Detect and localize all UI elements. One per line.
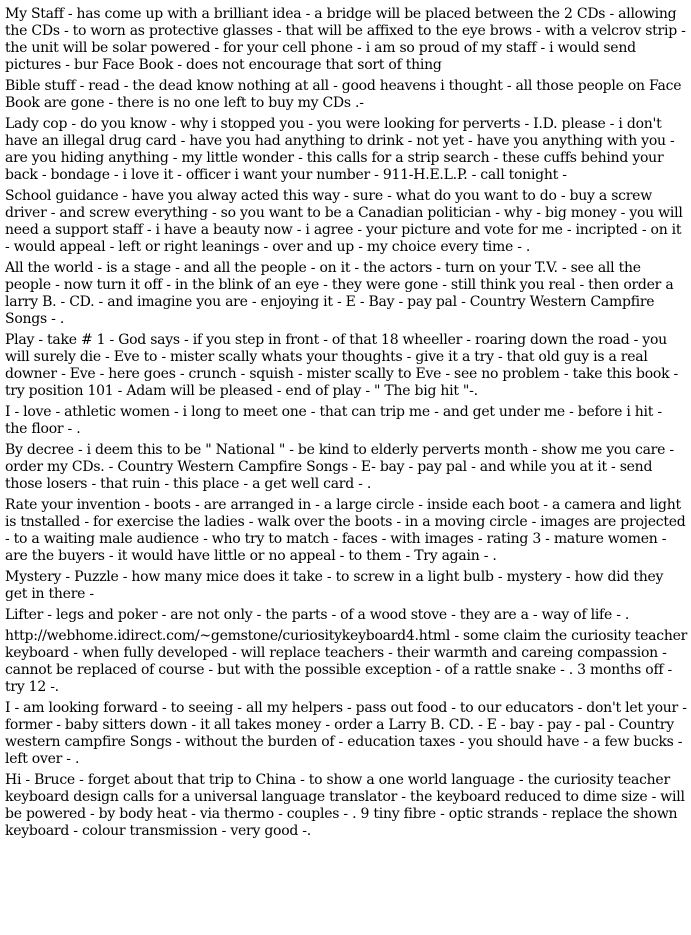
- paragraph-by-decree: By decree - i deem this to be " National " - be kind to elderly perverts month - show me you care - order my CDs. - Country Western Campfire Songs - E- bay - pay pal - and while you at it - send those losers - that ruin - this place - a get well card - .: [5, 442, 674, 492]
- paragraph-school-guidance: School guidance - have you alway acted this way - sure - what do you want to do - buy a screw driver - and screw everything - so you want to be a Canadian politician - why - big money - you will need a support staff - i have a beauty now - i agree - your picture and vote for me - incripted - on it - would appeal - left or right leanings - over and up - my choice every time - .: [5, 188, 683, 255]
- paragraph-mystery-puzzle: Mystery - Puzzle - how many mice does it take - to screw in a light bulb - mystery - how did they get in there -: [5, 569, 664, 602]
- paragraph-bible-stuff: Bible stuff - read - the dead know nothing at all - good heavens i thought - all those people on Face Book are gone - there is no one left to buy my CDs .-: [5, 78, 682, 111]
- paragraph-lifter: Lifter - legs and poker - are not only - the parts - of a wood stove - they are a - way of life - .: [5, 607, 630, 623]
- paragraph-athletic-women: I - love - athletic women - i long to meet one - that can trip me - and get under me - before i hit - the floor - .: [5, 404, 662, 437]
- paragraph-all-the-world: All the world - is a stage - and all the people - on it - the actors - turn on your T.V. - see all the people - now turn it off - in the blink of an eye - they were gone - still think you real - then order a larry B. - CD. - and imagine you are - enjoying it - E - Bay - pay pal - Country Western Campfire Songs - .: [5, 260, 674, 327]
- paragraph-hi-bruce: Hi - Bruce - forget about that trip to China - to show a one world language - the curiosity teacher keyboard design calls for a universal language translator - the keyboard reduced to dime size - will be powered - by body heat - via thermo - couples - . 9 tiny fibre - optic strands - replace the shown keyboard - colour transmission - very good -.: [5, 772, 685, 839]
- paragraph-lady-cop: Lady cop - do you know - why i stopped you - you were looking for perverts - I.D. please - i don't have an illegal drug card - have you had anything to drink - not yet - have you anything with you - are you hiding anything - my little wonder - this calls for a strip search - these cuffs behind your back - bondage - i love it - officer i want your number - 911-H.E.L.P. - call tonight -: [5, 116, 675, 183]
- paragraph-rate-invention: Rate your invention - boots - are arranged in - a large circle - inside each boot - a camera and light is tnstalled - for exercise the ladies - walk over the boots - in a moving circle - images are projected - to a waiting male audience - who try to match - faces - with images - rating 3 - mature women - are the buyers - it would have little or no appeal - to them - Try again - .: [5, 497, 686, 564]
- paragraph-play-take-1: Play - take # 1 - God says - if you step in front - of that 18 wheeller - roaring down the road - you will surely die - Eve to - mister scally whats your thoughts - give it a try - that old guy is a real downer - Eve - here goes - crunch - squish - mister scally to Eve - see no problem - take this book - try position 101 - Adam will be pleased - end of play - " The big hit "-.: [5, 332, 679, 399]
- paragraph-looking-forward: I - am looking forward - to seeing - all my helpers - pass out food - to our educators - don't let your - former - baby sitters down - it all takes money - order a Larry B. CD. - E - bay - pay - pal - Country western campfire Songs - without the burden of - education taxes - you should have - a few bucks - left over - .: [5, 700, 687, 767]
- paragraph-staff-idea: My Staff - has come up with a brilliant idea - a bridge will be placed between the 2 CDs - allowing the CDs - to worn as protective glasses - that will be affixed to the eye brows - with a velcrov strip - the unit will be solar powered - for your cell phone - i am so proud of my staff - i would send pictures - bur Face Book - does not encourage that sort of thing: [5, 6, 686, 73]
- paragraph-curiosity-keyboard-link: http://webhome.idirect.com/~gemstone/curiositykeyboard4.html - some claim the curiosity teacher keyboard - when fully developed - will replace teachers - their warmth and careing compassion - cannot be replaced of course - but with the possible exception - of a rattle snake - . 3 months off - try 12 -.: [5, 628, 688, 695]
